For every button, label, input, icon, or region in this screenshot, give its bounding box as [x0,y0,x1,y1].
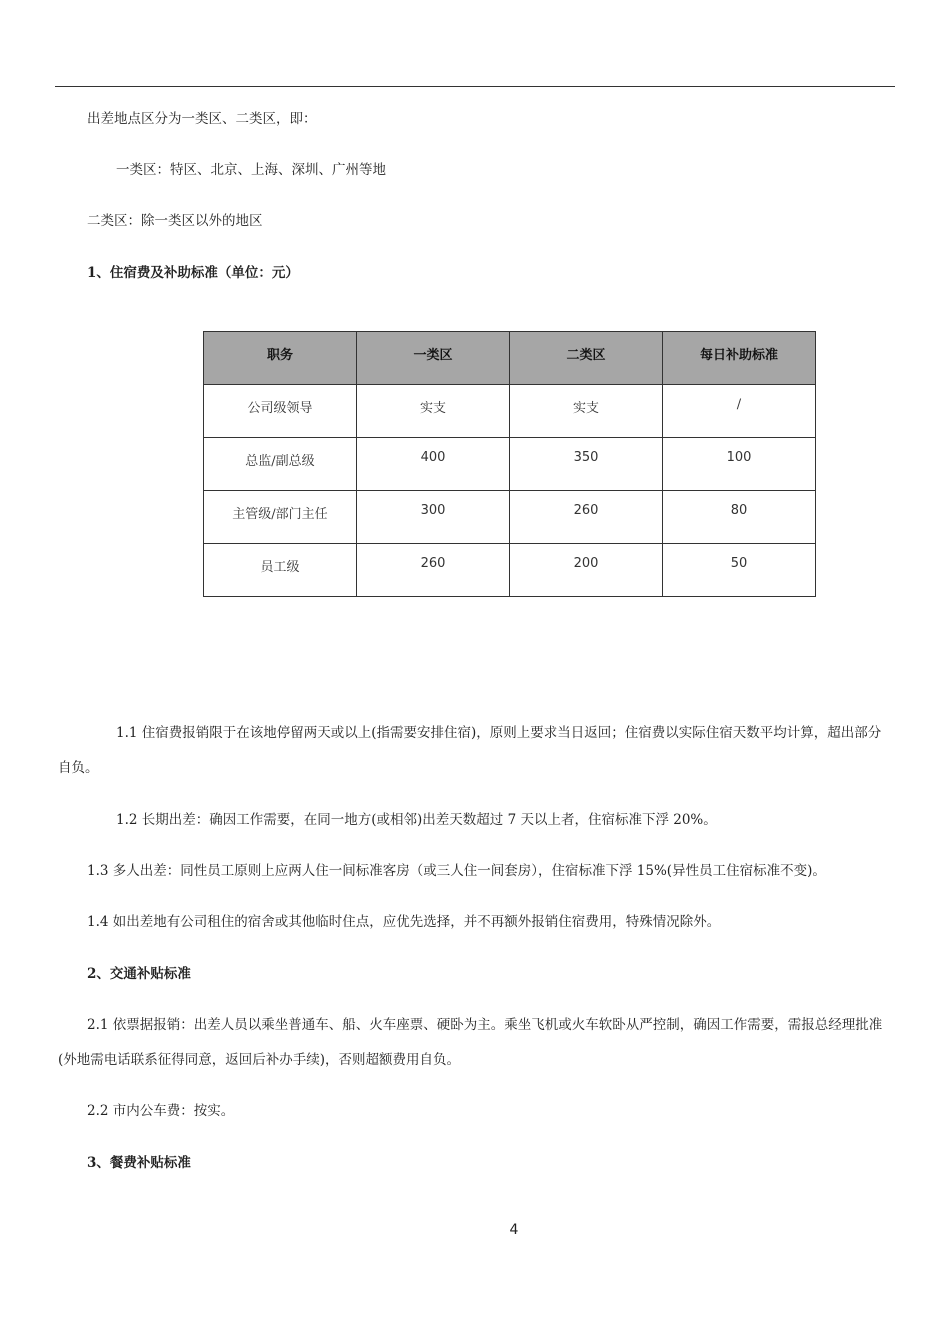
table-header-row [204,332,816,385]
table-row [204,438,816,491]
table-header-cell: 每日补助标准 [663,332,816,385]
intro-line-2: 一类区：特区、北京、上海、深圳、广州等地 [116,162,386,178]
table-header-cell: 二类区 [510,332,663,385]
table-cell: 总监/副总级 [204,438,357,491]
table-cell: 350 [510,438,663,491]
section1-heading: 1、住宿费及补助标准（单位：元） [87,265,299,281]
table-row [204,544,816,597]
table-cell: 公司级领导 [204,385,357,438]
intro-line-3: 二类区：除一类区以外的地区 [87,213,263,229]
paragraph-1-1 [58,716,894,786]
page-number: 4 [509,1222,519,1238]
table-cell: 300 [357,491,510,544]
table-cell: 100 [663,438,816,491]
paragraph-1-1-text: 1.1 住宿费报销限于在该地停留两天或以上(指需要安排住宿)，原则上要求当日返回；住宿费以实际住宿天数平均计算，超出部分自负。 [58,725,882,776]
paragraph-1-4: 1.4 如出差地有公司租住的宿舍或其他临时住点，应优先选择，并不再额外报销住宿费用，特殊情况除外。 [87,914,721,930]
table-header-cell: 职务 [204,332,357,385]
accommodation-standard-table [203,331,816,597]
table-cell: 员工级 [204,544,357,597]
table-row [204,385,816,438]
header-rule [55,86,895,87]
table-cell: / [663,385,816,438]
intro-line-1: 出差地点区分为一类区、二类区，即： [87,111,317,127]
paragraph-2-1 [58,1008,894,1078]
paragraph-2-1-text: 2.1 依票据报销：出差人员以乘坐普通车、船、火车座票、硬卧为主。乘坐飞机或火车软卧从严控制，确因工作需要，需报总经理批准(外地需电话联系征得同意，返回后补办手续)，否则超额费用自负。 [58,1017,883,1068]
table-cell: 主管级/部门主任 [204,491,357,544]
table-cell: 实支 [357,385,510,438]
table-header-cell: 一类区 [357,332,510,385]
table-cell: 实支 [510,385,663,438]
table-cell: 200 [510,544,663,597]
section2-heading: 2、交通补贴标准 [87,966,191,982]
table-cell: 260 [357,544,510,597]
paragraph-1-2: 1.2 长期出差：确因工作需要，在同一地方(或相邻)出差天数超过 7 天以上者，住宿标准下浮 20%。 [116,812,717,828]
table-cell: 50 [663,544,816,597]
table-cell: 80 [663,491,816,544]
paragraph-2-2: 2.2 市内公车费：按实。 [87,1103,235,1119]
section3-heading: 3、餐费补贴标准 [87,1155,191,1171]
table-cell: 260 [510,491,663,544]
paragraph-1-3: 1.3 多人出差：同性员工原则上应两人住一间标准客房（或三人住一间套房），住宿标准下浮 15%(异性员工住宿标准不变)。 [87,863,826,879]
table-row [204,491,816,544]
table-cell: 400 [357,438,510,491]
